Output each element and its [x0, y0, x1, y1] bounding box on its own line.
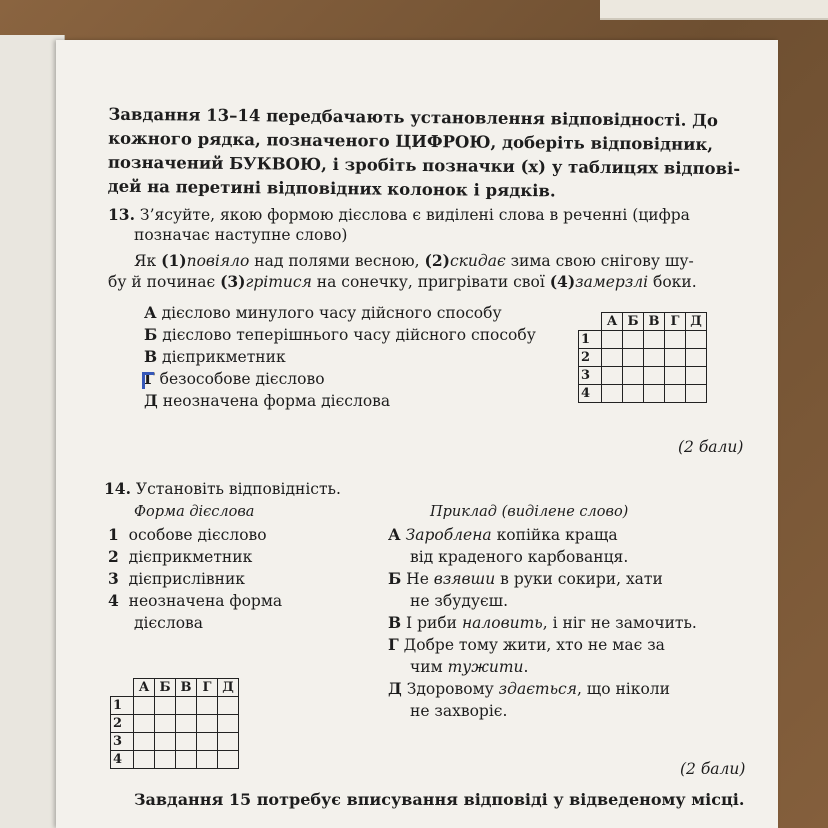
example-g: Г Добре тому жити, хто не має за [388, 635, 665, 654]
example-b-cont: не збудуєш. [410, 592, 509, 610]
task-14-right-header: Приклад (виділене слово) [430, 504, 629, 520]
form-item-1: 1 особове дієслово [108, 525, 267, 544]
task-13-answer-grid [578, 312, 707, 403]
form-item-2: 2 дієприкметник [108, 547, 253, 566]
task-14-left-header: Форма дієслова [134, 504, 255, 520]
intro-line-2: кожного рядка, позначеного ЦИФРОЮ, доберіть відповідник, [108, 128, 714, 155]
task-13-sentence-2: бу й починає (3)грітися на сонечку, пригрівати свої (4)замерзлі боки. [108, 272, 697, 291]
task-14-number: 14. [104, 479, 131, 498]
grid-col-v: В [176, 679, 197, 697]
example-d-cont: не захворіє. [410, 702, 508, 720]
task-14-answer-grid [110, 678, 239, 769]
grid-row-2: 2 [579, 349, 602, 367]
grid-col-b: Б [155, 679, 176, 697]
grid-col-v: В [644, 313, 665, 331]
intro-line-4: дей на перетині відповідних колонок і рядків. [107, 176, 556, 201]
example-a-cont: від краденого карбованця. [410, 548, 629, 566]
form-item-4: 4 неозначена форма [108, 591, 283, 610]
task-14-points: (2 бали) [680, 760, 746, 778]
task-14-title: Установіть відповідність. [135, 480, 341, 498]
grid-row-4: 4 [579, 385, 602, 403]
option-g: Г безособове дієслово [144, 369, 325, 388]
footer-note: Завдання 15 потребує вписування відповіді у відведеному місці. [134, 790, 745, 809]
intro-block [108, 103, 741, 206]
pen-mark [142, 372, 154, 389]
example-a: А Зароблена копійка краща [388, 525, 618, 544]
task-13-points: (2 бали) [678, 438, 744, 456]
grid-row-2: 2 [111, 715, 134, 733]
grid-row-1: 1 [111, 697, 134, 715]
task-13-number: 13. [108, 205, 135, 224]
task-13-prompt-cont: позначає наступне слово) [134, 226, 348, 244]
option-d: Д неозначена форма дієслова [144, 391, 391, 410]
task-14-left-list [108, 524, 282, 634]
book-page [56, 40, 778, 828]
grid-col-g: Г [665, 313, 686, 331]
option-a: А дієслово минулого часу дійсного способу [144, 303, 502, 322]
intro-line-3: позначений БУКВОЮ, і зробіть позначки (х) у таблицях відпові- [107, 152, 741, 179]
grid-col-a: А [602, 313, 623, 331]
grid-row-1: 1 [579, 331, 602, 349]
example-g-cont: чим тужити. [410, 658, 529, 676]
option-b: Б дієслово теперішнього часу дійсного способу [144, 325, 536, 344]
form-item-4-cont: дієслова [134, 614, 204, 632]
grid-col-d: Д [686, 313, 707, 331]
example-b: Б Не взявши в руки сокири, хати [388, 569, 663, 588]
task-14-examples [388, 524, 697, 722]
option-v: В дієприкметник [144, 347, 286, 366]
example-d: Д Здоровому здається, що ніколи [388, 679, 670, 698]
grid-col-a: А [134, 679, 155, 697]
grid-row-4: 4 [111, 751, 134, 769]
grid-col-g: Г [197, 679, 218, 697]
grid-row-3: 3 [579, 367, 602, 385]
task-13-sentence-1: Як (1)повіяло над полями весною, (2)скидає зима свою снігову шу- [134, 251, 694, 270]
book-edge [600, 0, 828, 20]
grid-col-d: Д [218, 679, 239, 697]
example-v: В І риби наловить, і ніг не замочить. [388, 613, 697, 632]
grid-row-3: 3 [111, 733, 134, 751]
task-13-prompt: З’ясуйте, якою формою дієслова є виділені слова в реченні (цифра [139, 206, 690, 224]
form-item-3: 3 дієприслівник [108, 569, 245, 588]
intro-line-1: Завдання 13–14 передбачають установлення відповідності. До [108, 104, 718, 131]
task-13-options [144, 302, 536, 412]
grid-col-b: Б [623, 313, 644, 331]
